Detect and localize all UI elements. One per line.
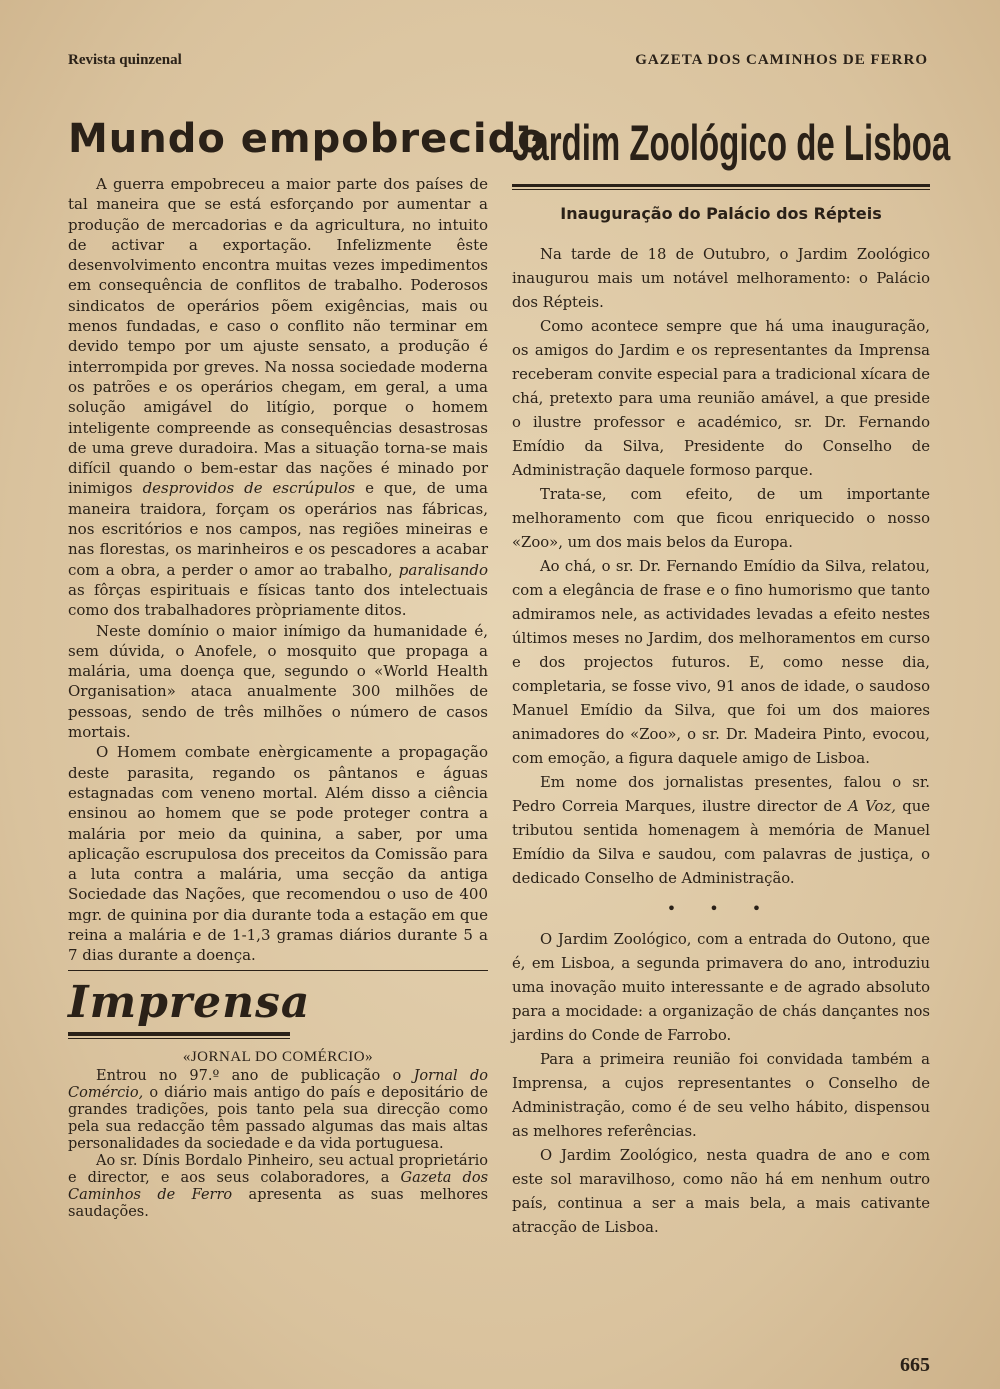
- italic-run: paralisando: [398, 560, 488, 579]
- running-head: [68, 52, 928, 76]
- italic-run: Gazeta dos Caminhos de Ferro: [68, 1169, 489, 1203]
- section-divider: [68, 970, 488, 971]
- text-run: apresenta as suas melhores saudações.: [68, 1186, 489, 1220]
- article-kicker: «JORNAL DO COMÉRCIO»: [182, 1048, 374, 1065]
- text-run: Em nome dos jornalistas presentes, falou o sr. Pedro Correia Marques, ilustre director de: [512, 774, 930, 815]
- text-run: o diário mais antigo do país e depositário de grandes tradições, pois tanto pela sua direcção como pela sua redacção têm passado algumas das mais altas personalidades da sociedade e da vida portuguesa.: [68, 1084, 488, 1152]
- running-head-right: GAZETA DOS CAMINHOS DE FERRO: [635, 52, 928, 68]
- paragraph: O Jardim Zoológico, com a entrada do Outono, que é, em Lisboa, a segunda primavera do ano, introduziu uma inovação muito interessante e de agrado absoluto para a mocidade: a organização de chás dançantes nos jardins do Conde de Farrobo.: [512, 931, 930, 1044]
- paragraph: Para a primeira reunião foi convidada também a Imprensa, a cujos representantes o Conselho de Administração, como é de seu velho hábito, dispensou as melhores referências.: [512, 1051, 930, 1140]
- page-number: 665: [900, 1354, 930, 1376]
- text-run: as fôrças espirituais e físicas tanto dos intelectuais como dos trabalhadores pròpriamente ditos.: [68, 580, 488, 620]
- paragraph: O Jardim Zoológico, nesta quadra de ano e com este sol maravilhoso, como não há em nenhum outro país, continua a ser a mais bela, a mais cativante atracção de Lisboa.: [512, 1147, 930, 1236]
- section-break-dots: • • •: [666, 899, 776, 918]
- italic-run: Jornal do Comércio,: [68, 1067, 489, 1101]
- section-title-imprensa: Imprensa: [68, 976, 311, 1028]
- article-body-mundo: [68, 174, 488, 966]
- text-run: que tributou sentida homenagem à memória de Manuel Emídio da Silva e saudou, com palavras de justiça, o dedicado Conselho de Administração.: [512, 798, 931, 887]
- paragraph: [68, 1068, 488, 1153]
- article-body-jardim: [512, 243, 930, 1240]
- paragraph: O Homem combate enèrgicamente a propagação deste parasita, regando os pântanos e águas estagnadas com veneno mortal. Além disso a ciência ensinou ao homem que se pode proteger contra a malária por meio da quinina, a saber, por uma aplicação escrupulosa dos preceitos da Comissão para a luta contra a malária, uma secção da antiga Sociedade das Nações, que recomendou o uso de 400 mgr. de quinina por dia durante toda a estação em que reina a malária e de 1-1,3 gramas diários durante 5 a 7 dias durante a doença.: [68, 743, 488, 965]
- article-subtitle: Inauguração do Palácio dos Répteis: [560, 204, 882, 223]
- left-column: [68, 110, 546, 1221]
- right-column: [512, 110, 951, 1240]
- italic-run: desprovidos de escrúpulos: [142, 479, 356, 498]
- paragraph: [68, 1153, 488, 1221]
- text-run: e que, de uma maneira traidora, forçam os operários nas fábricas, nos escritórios e nos campos, nas regiões mineiras e nas florestas, os marinheiros e os pescadores a acabar com a obra, a perder o amor ao trabalho,: [68, 479, 488, 579]
- title-underline: [512, 184, 930, 190]
- article-title-mundo: Mundo empobrecido: [68, 116, 546, 162]
- title-underline: [68, 1032, 290, 1039]
- text-run: A guerra empobreceu a maior parte dos países de tal maneira que se está esforçando por aumentar a produção de mercadorias e da agricultura, no intuito de activar a exportação. Infelizmente êste desenvolvimento encontra muitas vezes impedimentos em consequência de conflitos de trabalho. Poderosos sindicatos de operários põem exigências, mais ou menos fundadas, e caso o conflito não terminar em devido tempo por um ajuste sensato, a produção é interrompida por greves. Na nossa sociedade moderna os patrões e os operários chegam, em geral, a uma solução amigável do litígio, porque o homem inteligente compreende as consequências desastrosas de uma greve duradoira. Mas a situação torna-se mais difícil quando o bem-estar das nações é minado por inimigos: [68, 175, 488, 498]
- italic-run: A Voz,: [848, 798, 896, 815]
- article-body-imprensa: [68, 1068, 488, 1221]
- paragraph: [68, 174, 488, 621]
- paragraph: [512, 771, 930, 891]
- running-head-left: Revista quinzenal: [68, 52, 182, 68]
- paragraph: Ao chá, o sr. Dr. Fernando Emídio da Silva, relatou, com a elegância de frase e o fino humorismo que tanto admiramos nele, as actividades levadas a efeito nestes últimos meses no Jardim, dos melhoramentos em curso e dos projectos futuros. E, como nesse dia, completaria, se fosse vivo, 91 anos de idade, o saudoso Manuel Emídio da Silva, que foi um dos maiores animadores do «Zoo», o sr. Dr. Madeira Pinto, evocou, com emoção, a figura daquele amigo de Lisboa.: [512, 558, 930, 767]
- paragraph: Neste domínio o maior inímigo da humanidade é, sem dúvida, o Anofele, o mosquito que propaga a malária, uma doença que, segundo o «World Health Organisation» ataca anualmente 300 milhões de pessoas, sendo de três milhões o número de casos mortais.: [68, 621, 488, 742]
- paragraph: Na tarde de 18 de Outubro, o Jardim Zoológico inaugurou mais um notável melhoramento: o Palácio dos Répteis.: [512, 246, 930, 311]
- paragraph: Trata-se, com efeito, de um importante melhoramento com que ficou enriquecido o nosso «Zoo», um dos mais belos da Europa.: [512, 486, 930, 551]
- text-run: Ao sr. Dínis Bordalo Pinheiro, seu actual proprietário e director, e aos seus colaboradores, a: [68, 1152, 488, 1186]
- text-run: Entrou no 97.º ano de publicação o: [96, 1067, 402, 1084]
- article-title-jardim: Jardim Zoológico de Lisboa: [512, 115, 951, 171]
- paragraph: Como acontece sempre que há uma inauguração, os amigos do Jardim e os representantes da Imprensa receberam convite especial para a tradicional xícara de chá, pretexto para uma reunião amável, a que preside o ilustre professor e académico, sr. Dr. Fernando Emídio da Silva, Presidente do Conselho de Administração daquele formoso parque.: [512, 318, 931, 479]
